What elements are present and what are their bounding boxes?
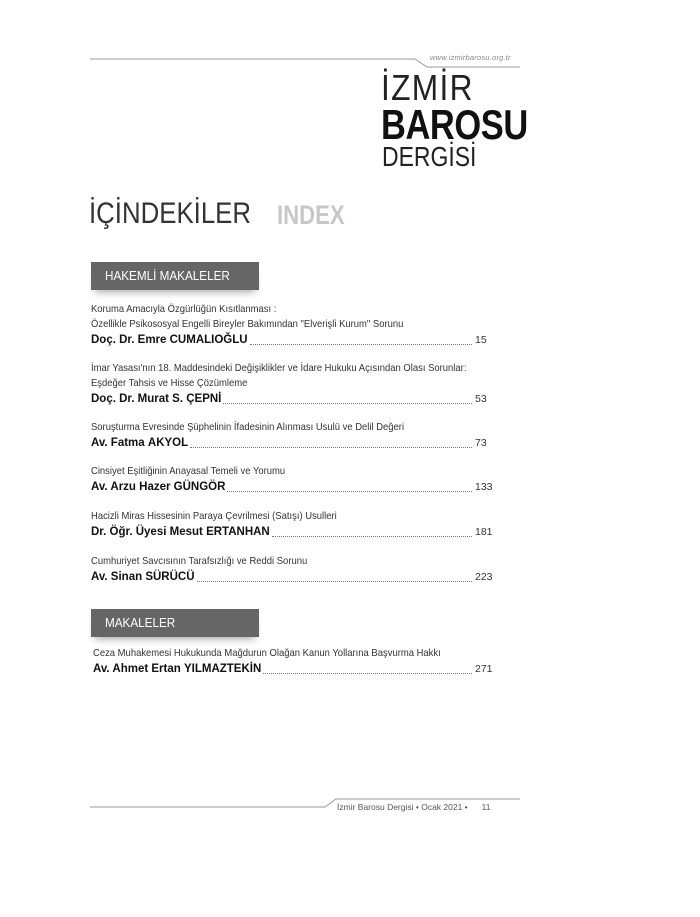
toc-entry[interactable] [91,420,501,451]
entry-author: Av. Fatma AKYOL [91,437,189,449]
entry-author: Doç. Dr. Emre CUMALIOĞLU [91,334,248,346]
footer-journal: İzmir Barosu Dergisi • Ocak 2021 • [337,802,468,812]
entry-page-number: 73 [475,437,487,449]
entry-title: Koruma Amacıyla Özgürlüğün Kısıtlanması : [91,303,277,315]
entry-title: İmar Yasası'nın 18. Maddesindeki Değişiklikler ve İdare Hukuku Açısından Olası Sorunlar: [91,362,467,374]
entry-page-number: 133 [475,481,493,493]
entry-title-line2: Eşdeğer Tahsis ve Hisse Çözümleme [91,377,248,389]
entry-page-number: 53 [475,393,487,405]
section-bar-refereed [91,262,259,290]
entry-author: Av. Sinan SÜRÜCÜ [91,571,195,583]
footer-page-number: 11 [481,802,491,812]
masthead-dergisi: DERGİSİ [382,141,477,172]
index-heading: INDEX [277,200,345,230]
dot-leader [190,446,472,448]
section-label: MAKALELER [105,615,176,630]
entry-author: Av. Arzu Hazer GÜNGÖR [91,481,226,493]
toc-heading: İÇİNDEKİLER [89,197,252,230]
entry-title-line2: Özellikle Psikososyal Engelli Bireyler Bakımından "Elverişli Kurum" Sorunu [91,318,404,330]
toc-entry[interactable] [93,646,501,677]
toc-entry[interactable] [91,554,501,585]
toc-entry[interactable] [91,302,501,348]
toc-entry[interactable] [91,361,501,407]
entry-title: Hacizli Miras Hissesinin Paraya Çevrilmesi (Satışı) Usulleri [91,510,337,522]
entry-title: Cinsiyet Eşitliğinin Anayasal Temeli ve Yorumu [91,465,286,477]
page-footer [337,802,491,812]
dot-leader [250,343,472,345]
entry-title: Soruşturma Evresinde Şüphelinin İfadesinin Alınması Usulü ve Delil Değeri [91,421,405,433]
dot-leader [272,535,472,537]
dot-leader [227,490,472,492]
website-url[interactable]: www.izmirbarosu.org.tr [430,53,511,62]
toc-entry[interactable] [91,509,501,540]
entry-page-number: 271 [475,663,493,675]
masthead-izmir: İZMİR [381,67,474,108]
dot-leader [197,580,472,582]
entry-title: Cumhuriyet Savcısının Tarafsızlığı ve Reddi Sorunu [91,555,308,567]
entry-page-number: 15 [475,334,487,346]
dot-leader [263,672,472,674]
entry-author: Av. Ahmet Ertan YILMAZTEKİN [93,663,262,675]
entry-page-number: 181 [475,526,493,538]
masthead-barosu: BAROSU [381,101,528,148]
entry-title: Ceza Muhakemesi Hukukunda Mağdurun Olağan Kanun Yollarına Başvurma Hakkı [93,647,441,659]
toc-entry[interactable] [91,464,501,495]
dot-leader [223,402,472,404]
section-label: HAKEMLİ MAKALELER [105,268,230,283]
section-bar-articles [91,609,259,637]
entry-author: Dr. Öğr. Üyesi Mesut ERTANHAN [91,526,270,538]
entry-page-number: 223 [475,571,493,583]
entry-author: Doç. Dr. Murat S. ÇEPNİ [91,393,222,405]
